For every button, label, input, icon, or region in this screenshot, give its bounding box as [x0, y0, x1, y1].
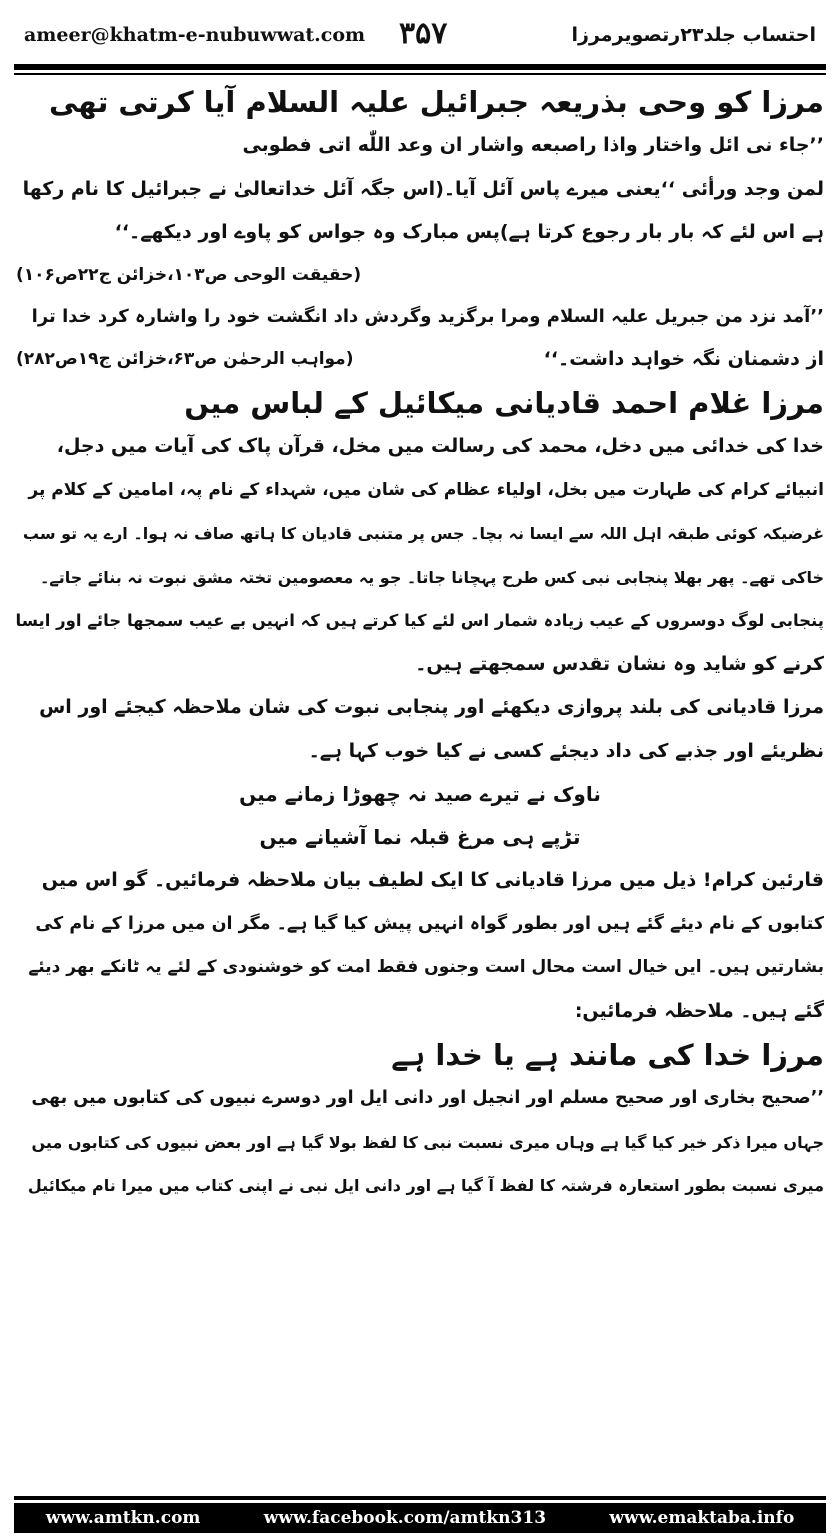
header-email: ameer@khatm-e-nubuwwat.com: [24, 24, 366, 46]
text-line: جہاں میرا ذکر خیر کیا گیا ہے وہاں میری نسبت نبی کا لفظ بولا گیا ہے اور بعض نبیوں کی کتابوں میں: [31, 1132, 824, 1152]
text-line: قارئین کرام! ذیل میں مرزا قادیانی کا ایک لطیف بیان ملاحظہ فرمائیں۔ گو اس میں: [41, 869, 824, 891]
text-line: ’’آمد نزد من جبریل علیہ السلام ومرا برگزید وگردش داد انگشت خود را واشارہ کرد خدا ترا: [31, 305, 824, 327]
text-line: بشارتیں ہیں۔ ایں خیال است محال است وجنوں فقط امت کو خوشنودی کے لئے یہ ٹانکے بھر دیئے: [28, 957, 824, 977]
text-line: خدا کی خدائی میں دخل، محمد کی رسالت میں مخل، قرآن پاک کی آیات میں دجل،: [56, 435, 824, 457]
text-line: پنجابی لوگ دوسروں کے عیب زیادہ شمار اس لئے کیا کرتے ہیں کہ انہیں بے عیب سمجھا جائے اور ایسا: [16, 611, 824, 630]
verse-line-2: تڑپے ہی مرغ قبلہ نما آشیانے میں: [259, 825, 581, 849]
text-line: غرضیکہ کوئی طبقہ اہل اللہ سے ایسا نہ بچا۔ جس پر متنبی قادیان کا ہاتھ صاف نہ ہوا۔ ارے یہ تو سب: [22, 524, 824, 543]
reference: (حقیقت الوحی ص۱۰۳،خزائن ج۲۲ص۱۰۶): [16, 264, 362, 285]
footer-link-facebook[interactable]: www.facebook.com/amtkn313: [263, 1508, 547, 1528]
footer-rule: [14, 1496, 826, 1500]
text-line: کتابوں کے نام دیئے گئے ہیں اور بطور گواہ انہیں پیش کیا گیا ہے۔ مگر ان میں مرزا کے نام کی: [35, 913, 824, 934]
text-line: انبیائے کرام کی طہارت میں بخل، اولیاء عظام کی شان میں، شہداء کے نام پہ، امامین کے کلام پر: [28, 479, 824, 500]
text-line: مرزا قادیانی کی بلند پروازی دیکھئے اور پنجابی نبوت کی شان ملاحظہ کیجئے اور اس: [39, 696, 824, 718]
text-line: خاکی تھے۔ پھر بھلا پنجابی نبی کس طرح پہچانا جاتا۔ جو یہ معصومین تختہ مشق نبوت نہ بنائے جاتے۔: [39, 567, 824, 587]
text-line: ہے اس لئے کہ بار بار رجوع کرتا ہے)پس مبارک وہ جواس کو پاوے اور دیکھے۔‘‘: [114, 221, 824, 243]
text-line-with-reference: [16, 338, 824, 381]
section-heading-2: مرزا غلام احمد قادیانی میکائیل کے لباس میں: [184, 386, 824, 420]
text-line: گئے ہیں۔ ملاحظہ فرمائیں:: [574, 999, 824, 1022]
footer-link-emaktaba[interactable]: www.emaktaba.info: [609, 1508, 795, 1528]
text-line: کرنے کو شاید وہ نشان تقدس سمجھتے ہیں۔: [415, 652, 824, 675]
section-heading-3: مرزا خدا کی مانند ہے یا خدا ہے: [391, 1038, 824, 1072]
text-line: نظریئے اور جذبے کی داد دیجئے کسی نے کیا خوب کہا ہے۔: [308, 739, 824, 762]
section-heading-1: مرزا کو وحی بذریعہ جبرائیل علیہ السلام آیا کرتی تھی: [48, 85, 824, 119]
header-rule: [14, 64, 826, 70]
book-title: احتساب جلد۲۳رتصویرمرزا: [571, 24, 816, 46]
text-line: از دشمنان نگہ خواہد داشت۔‘‘: [543, 348, 824, 370]
text-line: ’’جاء نی ائل واختار واذا راصبعه واشار ان وعد اللّٰه اتی فطوبی: [242, 134, 824, 156]
page-number: ۳۵۷: [399, 16, 448, 51]
verse-line-1: ناوک نے تیرے صید نہ چھوڑا زمانے میں: [239, 782, 601, 806]
page-body: [16, 80, 824, 1208]
footer-link-amtkn[interactable]: www.amtkn.com: [45, 1508, 201, 1528]
text-line: ’’صحیح بخاری اور صحیح مسلم اور انجیل اور دانی ایل اور دوسرے نبیوں کی کتابوں میں بھی: [31, 1088, 824, 1108]
page-header: [14, 14, 826, 64]
text-line: میری نسبت بطور استعارہ فرشتہ کا لفظ آ گیا ہے اور دانی ایل نبی نے اپنی کتاب میں میرا نام میکائیل: [27, 1176, 824, 1195]
header-rule-thin: [14, 73, 826, 75]
page-footer: [14, 1503, 826, 1533]
reference: (مواہب الرحمٰن ص۶۳،خزائن ج۱۹ص۲۸۲): [16, 349, 354, 369]
text-line: لمن وجد ورأئی ‘‘یعنی میرے پاس آئل آیا۔(اس جگہ آئل خداتعالیٰ نے جبرائیل کا نام رکھا: [22, 177, 824, 200]
